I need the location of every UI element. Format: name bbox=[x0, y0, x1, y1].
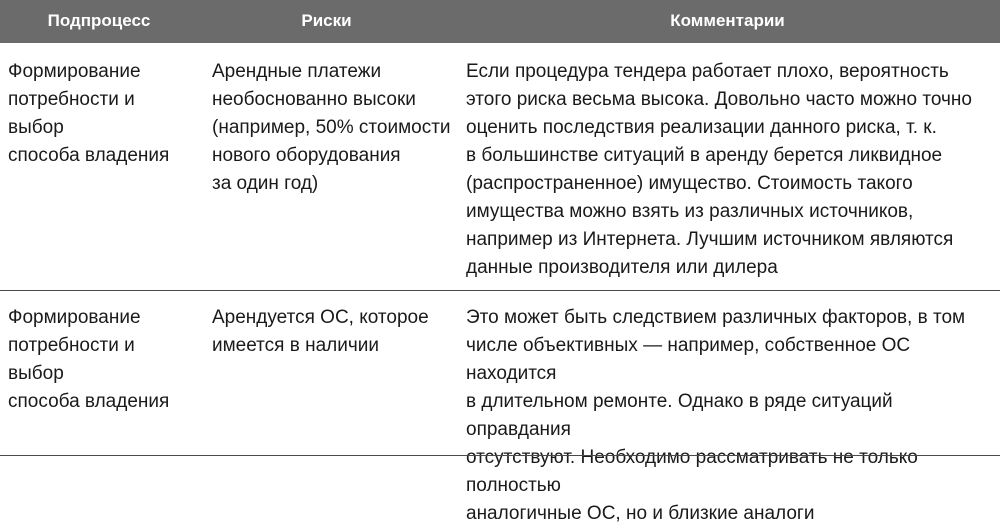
cell-comments: Это может быть следствием различных факторов, в том числе объективных — например, собственное ОС находится в длительном ремонте. Однако в ряде ситуаций оправдания отсутствуют. Необходимо рассматривать не только полностью аналогичные ОС, но и близкие аналоги bbox=[466, 307, 966, 524]
table-row bbox=[0, 291, 1000, 524]
table-row bbox=[0, 43, 1000, 290]
header-subprocess: Подпроцесс bbox=[47, 11, 151, 30]
cell-comments: Если процедура тендера работает плохо, вероятность этого риска весьма высока. Довольно часто можно точно оценить последствия реализации данного риска, т. к. в большинстве ситуаций в аренду берется ликвидное (распространенное) имущество. Стоимость такого имущества можно взять из различных источников, например из Интернета. Лучшим источником являются данные производителя или дилера bbox=[466, 61, 972, 278]
cell-subprocess: Формирование потребности и выбор способа владения bbox=[8, 307, 170, 412]
table-header bbox=[0, 0, 1000, 43]
header-comments: Комментарии bbox=[670, 11, 785, 30]
cell-risks: Арендуется ОС, которое имеется в наличии bbox=[212, 307, 429, 356]
cell-risks: Арендные платежи необоснованно высоки (например, 50% стоимости нового оборудования за один год) bbox=[212, 61, 451, 194]
table-bottom-border bbox=[0, 455, 1000, 456]
header-risks: Риски bbox=[301, 11, 352, 30]
cell-subprocess: Формирование потребности и выбор способа владения bbox=[8, 61, 170, 166]
